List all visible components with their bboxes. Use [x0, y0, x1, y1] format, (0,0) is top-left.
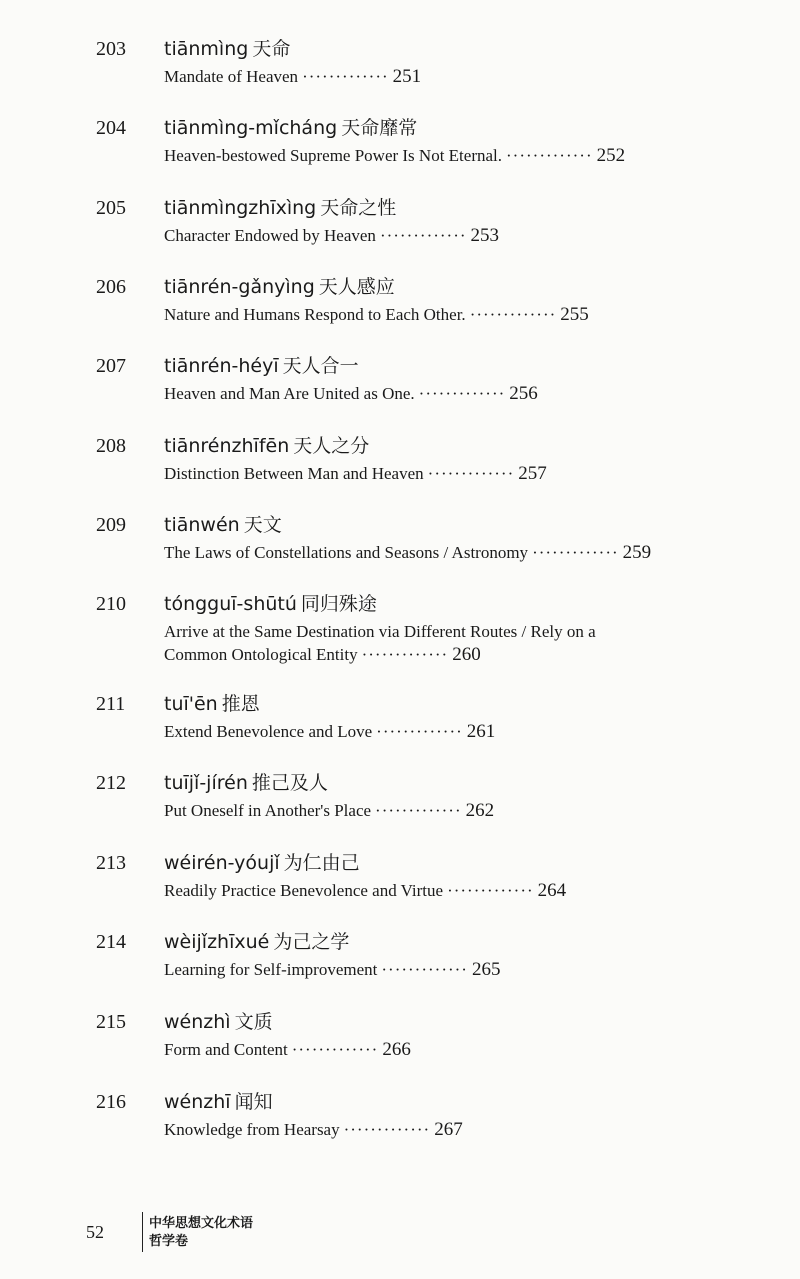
footer-divider: [142, 1212, 143, 1252]
entry-pinyin: wénzhì: [164, 1011, 231, 1033]
entry-title: The Laws of Constellations and Seasons / Astronomy: [164, 543, 529, 562]
dot-leader: ·············: [376, 722, 463, 741]
entry-pinyin: wénzhī: [164, 1091, 231, 1113]
dot-leader: ·············: [375, 801, 462, 820]
dot-leader: ·············: [427, 464, 515, 483]
entry-pinyin: tiānmìngzhīxìng: [164, 197, 317, 219]
entry-heading: [96, 589, 776, 619]
entry-heading: [96, 1007, 776, 1037]
toc-entry[interactable]: [96, 113, 776, 166]
entry-hanzi: 为己之学: [273, 931, 350, 953]
toc-entry[interactable]: [96, 1007, 776, 1060]
entry-pinyin: tiānrén-gǎnyìng: [164, 276, 315, 298]
entry-title: Mandate of Heaven: [164, 67, 299, 86]
entry-page: 260: [452, 644, 481, 665]
entry-pinyin: tuī'ēn: [164, 693, 218, 715]
entry-heading: [96, 193, 776, 223]
entry-pinyin: tóngguī-shūtú: [164, 593, 297, 615]
entry-number: 206: [96, 276, 126, 298]
entry-heading: [96, 927, 776, 957]
entry-number: 211: [96, 693, 126, 715]
entry-heading: [96, 689, 776, 719]
toc-entry[interactable]: [96, 351, 776, 404]
dot-leader: ·············: [418, 384, 506, 403]
entry-number: 203: [96, 38, 126, 60]
entry-number: 212: [96, 772, 126, 794]
entry-page: 267: [434, 1119, 463, 1140]
entry-number: 205: [96, 197, 126, 219]
entry-title-line: [164, 1119, 776, 1140]
dot-leader: ·············: [532, 543, 619, 562]
entry-hanzi: 为仁由己: [283, 852, 360, 874]
entry-page: 253: [470, 225, 500, 246]
entry-number: 214: [96, 931, 126, 953]
dot-leader: ·············: [291, 1040, 379, 1059]
toc-entry[interactable]: [96, 431, 776, 484]
entry-page: 259: [622, 542, 652, 563]
entry-page: 262: [465, 800, 495, 821]
entry-title-line2: [164, 644, 776, 665]
entry-pinyin: tiānrénzhīfēn: [164, 435, 290, 457]
toc-entry[interactable]: [96, 848, 776, 901]
entry-pinyin: tiānmìng-mǐcháng: [164, 117, 338, 139]
series-title-line1: 中华思想文化术语: [149, 1215, 254, 1230]
series-title: [149, 1214, 253, 1250]
entry-page: 257: [518, 463, 547, 484]
toc-entry[interactable]: [96, 510, 776, 563]
entry-title: Arrive at the Same Destination via Different Routes / Rely on a: [164, 622, 596, 641]
entry-heading: [96, 848, 776, 878]
entry-hanzi: 天人之分: [293, 435, 370, 457]
toc-entry[interactable]: [96, 927, 776, 980]
dot-leader: ·············: [302, 67, 389, 86]
entry-heading: [96, 510, 776, 540]
entry-hanzi: 天人感应: [318, 276, 395, 298]
dot-leader: ·············: [361, 645, 449, 664]
entry-title-line: [164, 225, 776, 246]
entry-title: Heaven-bestowed Supreme Power Is Not Eternal.: [164, 146, 503, 165]
entry-number: 209: [96, 514, 126, 536]
entry-page: 256: [509, 383, 538, 404]
entry-hanzi: 推恩: [221, 693, 260, 715]
entry-heading: [96, 431, 776, 461]
entry-title-line: [164, 463, 776, 484]
entry-title-line: [164, 959, 776, 980]
entry-hanzi: 天命: [252, 38, 291, 60]
entry-title-line: [164, 721, 776, 742]
entry-title: Form and Content: [164, 1040, 288, 1059]
entry-title-line: [164, 383, 776, 404]
entry-number: 208: [96, 435, 126, 457]
toc-entry[interactable]: [96, 272, 776, 325]
entry-title: Distinction Between Man and Heaven: [164, 464, 424, 483]
entry-heading: [96, 272, 776, 302]
entry-pinyin: tiānrén-héyī: [164, 355, 279, 377]
entry-page: 255: [560, 304, 589, 325]
entry-hanzi: 天人合一: [282, 355, 359, 377]
entry-title-line: [164, 880, 776, 901]
entry-title-line: [164, 621, 776, 642]
entry-title: Knowledge from Hearsay: [164, 1120, 340, 1139]
entry-heading: [96, 113, 776, 143]
dot-leader: ·············: [469, 305, 557, 324]
entry-page: 252: [596, 145, 626, 166]
entry-hanzi: 文质: [234, 1011, 273, 1033]
entry-number: 210: [96, 593, 126, 615]
toc-entry[interactable]: [96, 768, 776, 821]
entry-title: Learning for Self-improvement: [164, 960, 378, 979]
entry-title: Readily Practice Benevolence and Virtue: [164, 881, 444, 900]
entry-page: 261: [466, 721, 496, 742]
entry-hanzi: 天命之性: [320, 197, 397, 219]
dot-leader: ·············: [379, 226, 467, 245]
entry-title: Extend Benevolence and Love: [164, 722, 373, 741]
entry-title-line: [164, 66, 776, 87]
entry-title-line: [164, 542, 776, 563]
toc-entry[interactable]: [96, 589, 776, 665]
entry-hanzi: 天命靡常: [341, 117, 418, 139]
entry-pinyin: wèijǐzhīxué: [164, 931, 270, 953]
entry-number: 207: [96, 355, 126, 377]
series-title-line2: 哲学卷: [149, 1233, 189, 1248]
page-footer: [86, 1212, 253, 1252]
entry-title-line: [164, 304, 776, 325]
entry-pinyin: tuījǐ-jírén: [164, 772, 248, 794]
dot-leader: ·············: [381, 960, 468, 979]
dot-leader: ·············: [506, 146, 593, 165]
entry-page: 266: [382, 1039, 411, 1060]
page-number: 52: [86, 1221, 104, 1242]
entry-heading: [96, 34, 776, 64]
entry-heading: [96, 351, 776, 381]
entry-hanzi: 同归殊途: [300, 593, 377, 615]
entry-hanzi: 推己及人: [251, 772, 328, 794]
dot-leader: ·············: [343, 1120, 431, 1139]
entry-page: 264: [537, 880, 567, 901]
toc-entry[interactable]: [96, 34, 776, 87]
entry-number: 216: [96, 1091, 126, 1113]
entry-pinyin: tiānwén: [164, 514, 240, 536]
entry-page: 251: [392, 66, 422, 87]
entry-title-cont: Common Ontological Entity: [164, 645, 358, 664]
entry-hanzi: 天文: [243, 514, 282, 536]
entry-pinyin: tiānmìng: [164, 38, 249, 60]
entry-title-line: [164, 800, 776, 821]
entry-pinyin: wéirén-yóujǐ: [164, 852, 280, 874]
entry-heading: [96, 768, 776, 798]
entry-number: 204: [96, 117, 126, 139]
toc-entry[interactable]: [96, 1087, 776, 1140]
dot-leader: ·············: [447, 881, 534, 900]
entry-heading: [96, 1087, 776, 1117]
entry-page: 265: [471, 959, 501, 980]
entry-number: 213: [96, 852, 126, 874]
entry-title-line: [164, 145, 776, 166]
entry-hanzi: 闻知: [234, 1091, 273, 1113]
entry-title: Nature and Humans Respond to Each Other.: [164, 305, 466, 324]
entry-number: 215: [96, 1011, 126, 1033]
entry-title: Character Endowed by Heaven: [164, 226, 376, 245]
toc-entry[interactable]: [96, 193, 776, 246]
entry-title: Put Oneself in Another's Place: [164, 801, 372, 820]
toc-entry[interactable]: [96, 689, 776, 742]
entry-title-line: [164, 1039, 776, 1060]
entry-title: Heaven and Man Are United as One.: [164, 384, 415, 403]
